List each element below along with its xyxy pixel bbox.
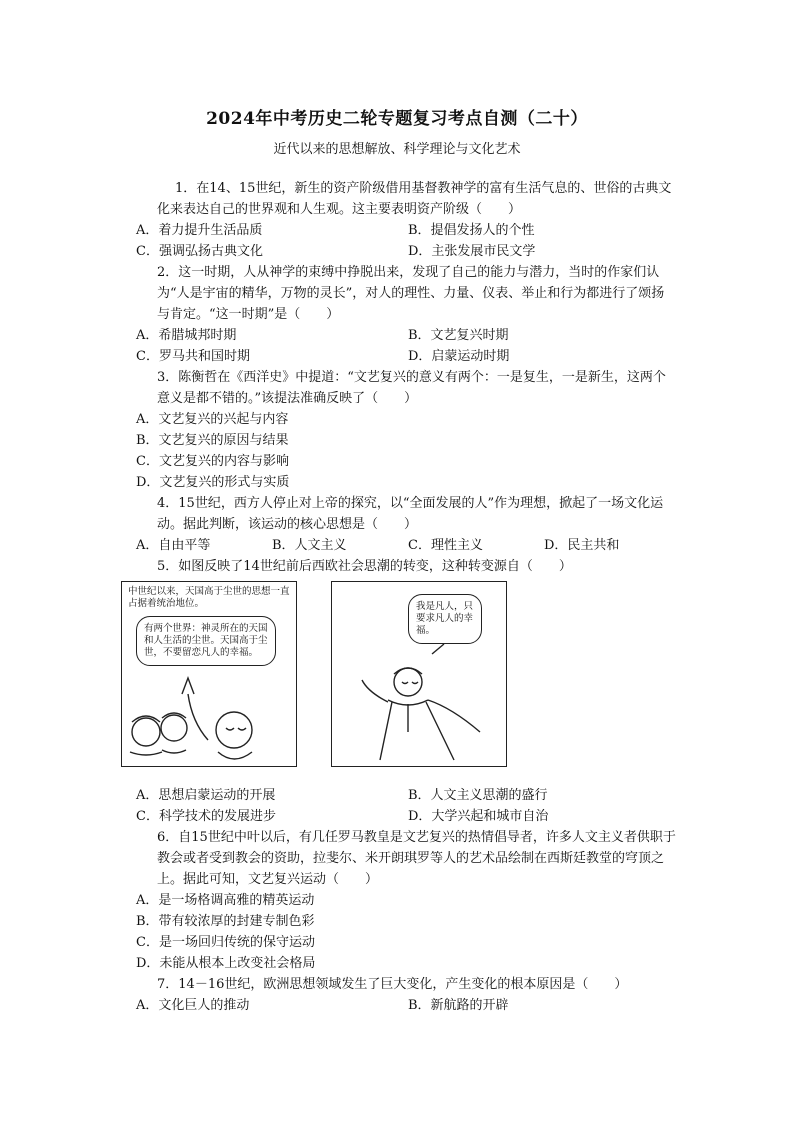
cartoon-right-speech-bubble: 我是凡人，只要求凡人的幸福。 (408, 594, 482, 644)
cartoon-left-caption: 中世纪以来，天国高于尘世的思想一直占据着统治地位。 (128, 586, 290, 609)
question-7-options (136, 995, 794, 1016)
question-1-option-b: B．提倡发扬人的个性 (408, 223, 535, 238)
cartoon-right-panel (331, 581, 507, 767)
question-1-stem: 1．在14、15世纪，新生的资产阶级借用基督教神学的富有生活气息的、世俗的古典文化来表达自己的世界观和人生观。这主要表明资产阶级（ ） (157, 181, 672, 217)
question-6-option-c: C．是一场回归传统的保守运动 (136, 935, 315, 950)
question-1-options-2 (136, 241, 794, 262)
question-5-options (136, 785, 794, 806)
question-4-option-b: B．人文主义 (272, 538, 347, 553)
question-1-option-c: C．强调弘扬古典文化 (136, 244, 263, 259)
question-3-option-d: D．文艺复兴的形式与实质 (136, 475, 290, 490)
question-list (0, 178, 794, 1016)
question-7-option-b: B．新航路的开辟 (408, 998, 509, 1013)
question-4-stem: 4．15世纪，西方人停止对上帝的探究，以“全面发展的人”作为理想，掀起了一场文化运动。据此判断，该运动的核心思想是（ ） (157, 496, 664, 532)
question-2-option-c: C．罗马共和国时期 (136, 349, 250, 364)
question-6-option-a: A．是一场格调高雅的精英运动 (136, 893, 315, 908)
cartoon-left-panel (121, 581, 297, 767)
question-3-option-c: C．文艺复兴的内容与影响 (136, 454, 289, 469)
question-5-option-d: D．大学兴起和城市自治 (408, 809, 549, 824)
humanist-illustration (332, 582, 506, 766)
question-6-option-b: B．带有较浓厚的封建专制色彩 (136, 914, 315, 929)
question-5-cartoon (0, 581, 794, 781)
question-1-options (136, 220, 794, 241)
question-3-stem: 3．陈衡哲在《西洋史》中提道：“文艺复兴的意义有两个：一是复生，一是新生，这两个意义是都不错的。”该提法准确反映了（ ） (157, 370, 666, 406)
question-2-option-a: A．希腊城邦时期 (136, 328, 237, 343)
question-6-stem: 6．自15世纪中叶以后，有几任罗马教皇是文艺复兴的热情倡导者，许多人文主义者供职于教会或者受到教会的资助，拉斐尔、米开朗琪罗等人的艺术品绘制在西斯廷教堂的穹顶之上。据此可知，文艺复兴运动（ ） (157, 830, 676, 887)
question-3-option-b: B．文艺复兴的原因与结果 (136, 433, 289, 448)
page-title: 2024年中考历史二轮专题复习考点自测（二十） (206, 109, 588, 129)
preacher-illustration (122, 582, 296, 766)
question-2-option-b: B．文艺复兴时期 (408, 328, 509, 343)
question-1-option-a: A．着力提升生活品质 (136, 223, 263, 238)
question-6-option-d: D．未能从根本上改变社会格局 (136, 956, 316, 971)
question-7-option-a: A．文化巨人的推动 (136, 998, 250, 1013)
question-1-option-d: D．主张发展市民文学 (408, 244, 536, 259)
question-7-stem: 7．14－16世纪，欧洲思想领域发生了巨大变化，产生变化的根本原因是（ ） (157, 977, 628, 992)
question-4-option-a: A．自由平等 (136, 538, 211, 553)
question-5-option-a: A．思想启蒙运动的开展 (136, 788, 276, 803)
question-2-options (136, 325, 794, 346)
cartoon-left-speech-bubble: 有两个世界：神灵所在的天国和人生活的尘世。天国高于尘世，不要留恋凡人的幸福。 (136, 616, 276, 666)
question-5-stem: 5．如图反映了14世纪前后西欧社会思潮的转变，这种转变源自（ ） (157, 559, 572, 574)
question-5-options-2 (136, 806, 794, 827)
question-4-option-d: D．民主共和 (544, 538, 620, 553)
question-3-option-a: A．文艺复兴的兴起与内容 (136, 412, 289, 427)
question-2-options-2 (136, 346, 794, 367)
question-2-stem: 2．这一时期，人从神学的束缚中挣脱出来，发现了自己的能力与潜力，当时的作家们认为“人是宇宙的精华，万物的灵长”，对人的理性、力量、仪表、举止和行为都进行了颂扬与肯定。“这一时期”是（ ） (157, 265, 665, 322)
question-4-options (136, 535, 794, 556)
question-5-option-b: B．人文主义思潮的盛行 (408, 788, 548, 803)
question-5-option-c: C．科学技术的发展进步 (136, 809, 276, 824)
question-4-option-c: C．理性主义 (408, 538, 483, 553)
question-2-option-d: D．启蒙运动时期 (408, 349, 510, 364)
page-subtitle: 近代以来的思想解放、科学理论与文化艺术 (273, 142, 521, 157)
